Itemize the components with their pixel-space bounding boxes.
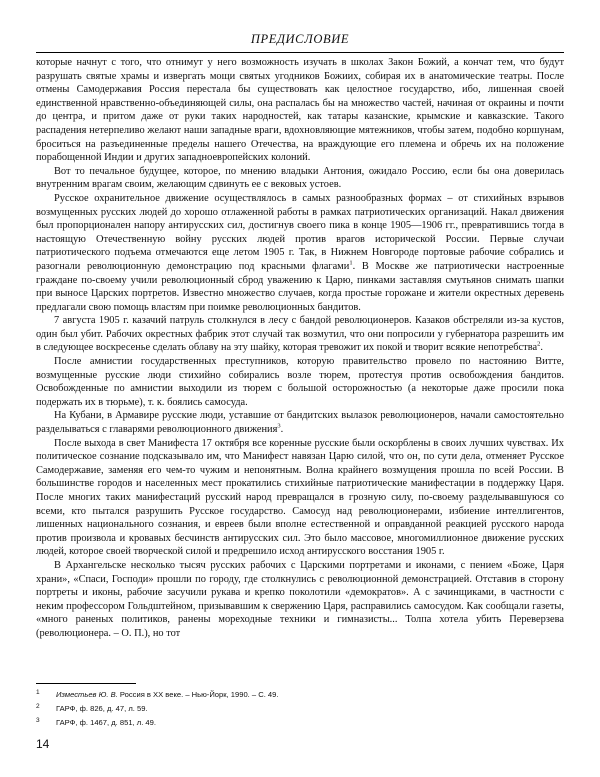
footnote-1: 1 Изместьев Ю. В. Россия в XX веке. – Нью-Йорк, 1990. – С. 49. [36,689,279,699]
paragraph-8: В Архангельске несколько тысяч русских рабочих с Царскими портретами и иконами, с пением «Боже, Царя храни», «Спаси, Господи» прошли по городу, где столкнулись с революционной демонстрацией. Отставив в сторону портреты и иконы, рабочие засучили рукава и крепко поколотили «демократов». А с зачинщиками, в частности с неким профессором Гольдштейном, призывавшим к свержению Царя, расправились самосудом. Как сообщали газеты, «много раненых политиков, ранены мореходные техники и гимназисты... Толпа хотела убить Переверзева (революционера. – О. П.), но тот [36,559,564,639]
header-rule [36,52,564,53]
paragraph-5: После амнистии государственных преступников, которую правительство провело по настоянию Витте, возмущенные русские люди стихийно собирались возле тюрем, протестуя против освобождения бандитов. Освобожденные по амнистии выходили из тюрем с большой осторожностью (а некоторые даже просили пока подержать их в тюрьме), т. к. боялись самосуда. [36,356,564,408]
footnote-2: 2 ГАРФ, ф. 826, д. 47, л. 59. [36,703,148,713]
paragraph-6: На Кубани, в Армавире русские люди, уставшие от бандитских вылазок революционеров, начали самостоятельно разделываться с главарями революционного движения$^3$. [36,410,564,436]
paragraph-2: Вот то печальное будущее, которое, по мнению владыки Антония, ожидало Россию, если бы она доверилась внутренним врагам своим, желающим сдвинуть ее с вековых устоев. [36,165,564,191]
page-number: 14 [36,737,50,751]
paragraph-7: После выхода в свет Манифеста 17 октября все коренные русские были оскорблены в своих лучших чувствах. Их политическое сознание подсказывало им, что Манифест навязан Царю силой, что он, по сути дела, отменяет Русское Самодержавие, заменяя его чем-то чужим и непонятным. Волна крайнего возмущения прошла по всей России. В большинстве городов и населенных мест прокатились стихийные патриотические манифестации в поддержку Царя. После многих таких манифестаций русский народ превращался в грозную силу, по-своему разделывавшуюся со всеми, кто пытался разрушить Русское государство. Самосуд над революционерами, избиение интеллигентов, лишенных национального сознания, и евреев были вполне естественной и оправданной реакцией русского народа против произвола и кровавых бесчинств антирусских сил. Это было массовое, многомиллионное движение русских людей, которое своей творческой силой и предрешило исход антирусского восстания 1905 г. [36,437,564,558]
footnote-ref-1: 1 [349,259,353,267]
footnotes [36,688,564,730]
running-header: ПРЕДИСЛОВИЕ [250,32,350,46]
footnote-rule [36,683,136,684]
footnote-ref-2: 2 [537,341,541,348]
paragraph-4: 7 августа 1905 г. казачий патруль столкнулся в лесу с бандой революционеров. Казаков обстреляли из-за кустов, один был убит. Рабочих окрестных фабрик этот случай так возмутил, что они попросили у губернатора разрешить им в следующее воскресенье сделать облаву на эту шайку, которая тревожит их покой и творит всякие непотребства$^2$. [36,315,564,354]
paragraph-3: Русское охранительное движение осуществлялось в самых разнообразных формах – от стихийных взрывов возмущенных русских людей до хорошо отлаженной работы в рамках патриотических организаций. Накал движения был пропорционален напору антирусских сил, достигнув своего пика в конце 1905—1906 гг., превратившись тогда в настоящую Отечественную войну русских людей против врагов исторической России. Первые случаи патриотического подъема отмечаются еще летом 1905 г. Так, в Нижнем Новгороде портовые рабочие собрались и разогнали революционную демонстрацию под красными флагами$^1$. В Москве же патриотически настроенные граждане по-своему учили революционный сброд уважению к Царю, пинками заставляя смутьянов снимать шапки при выносе Царских портретов. Известно множество случаев, когда простые горожане и жители окрестных деревень предлагали свою помощь властям при поимке революционных бандитов. [36,192,565,313]
footnote-ref-3: 3 [277,422,281,430]
footnote-3: 3 ГАРФ, ф. 1467, д. 851, л. 49. [36,717,156,727]
paragraph-1: которые начнут с того, что отнимут у него возможность изучать в школах Закон Божий, а кончат тем, что будут разрушать святые храмы и извергать мощи святых угодников Божиих, собирая их в анатомические театры. После отмены Самодержавия Россия перестала бы существовать как целостное государство, ибо, лишенная своей единственной нравственно-объединяющей силы, она распалась бы на множество частей, начиная от окраины и почти до центра, и притом даже от руки таких народностей, как татары казанские, крымские и кавказские. Такого распадения нетерпеливо желают наши западные враги, вдохновляющие мятежников, чтобы затем, подобно коршунам, броситься на разъединенные пределы нашего Отечества, на враждующие его племена и обречь их на положение порабощенной Индии и других западноевропейских колоний. [36,57,564,164]
main-text [36,56,564,641]
